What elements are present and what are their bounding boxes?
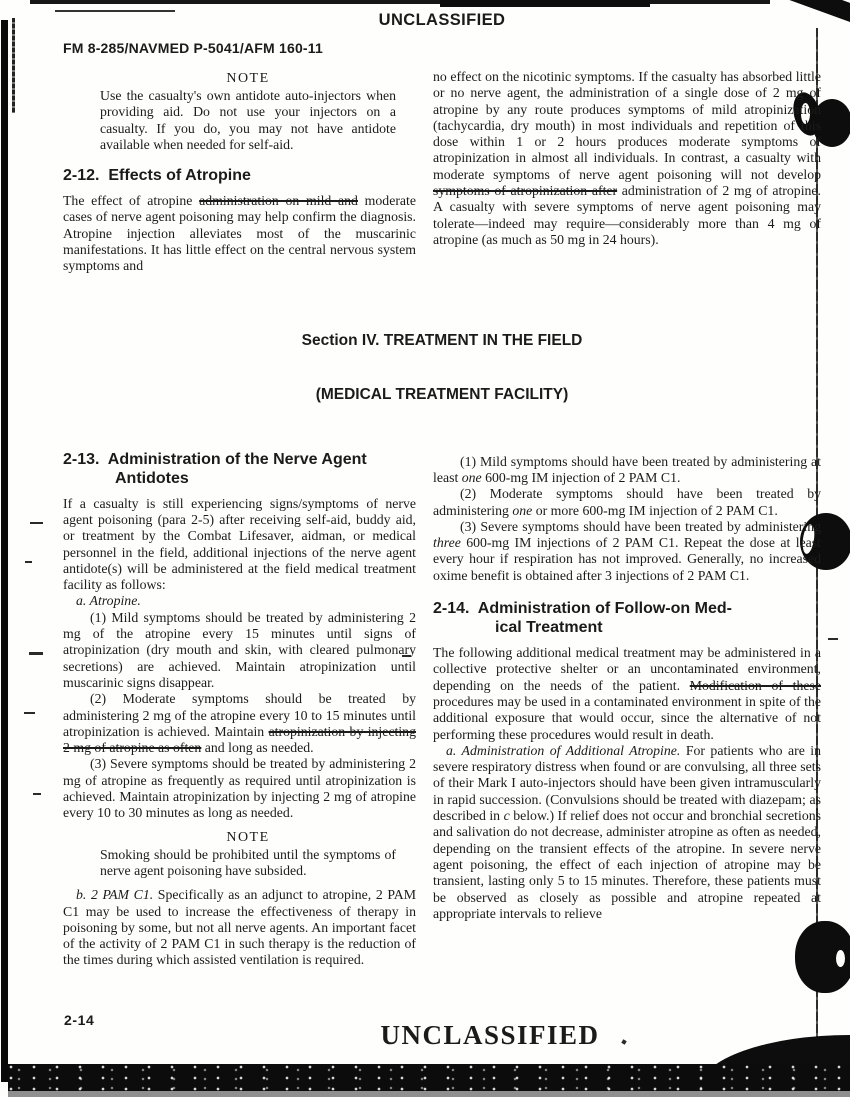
top-two-columns: [63, 69, 821, 275]
scan-band-bottom: [8, 1064, 850, 1091]
page-content: [63, 6, 821, 969]
para-2-13-1: (1) Mild symptoms should have been treated by administering at least one 600-mg IM injection of 2 PAM C1.: [433, 453, 821, 485]
note-label: NOTE: [226, 829, 270, 845]
para-2-13-a1: (1) Mild symptoms should be treated by administering 2 mg of the atropine every 15 minutes until signs of atropinization (dry mouth and skin, with cleared pulmonary secretions) are achieved. Maintain atropinization until muscarinic signs disappear.: [63, 609, 416, 690]
heading-2-13-line2: Antidotes: [115, 469, 189, 487]
stray-mark: [29, 652, 43, 655]
section-4-title-line1: Section IV. TREATMENT IN THE FIELD: [301, 331, 583, 349]
para-2-13-3: (3) Severe symptoms should have been treated by administering three 600-mg IM injections of 2 PAM C1. Repeat the dose at least every hour if respiration has not improved. Generally, no increased oxime benefit is obtained after 3 injections of 2 PAM C1.: [433, 518, 821, 583]
scan-bar-left: [1, 20, 8, 1082]
heading-2-12: 2-12. Effects of Atropine: [63, 167, 251, 185]
stray-mark: [24, 712, 35, 714]
scan-line-left-thin: [12, 18, 15, 113]
heading-2-14-line1: 2-14. Administration of Follow-on Med-: [433, 600, 732, 618]
column-right-top: [433, 69, 821, 275]
column-left-top: [63, 69, 416, 275]
column-left-main: [63, 444, 416, 969]
section-4-title-line2: (MEDICAL TREATMENT FACILITY): [315, 385, 569, 403]
para-2-13-2: (2) Moderate symptoms should have been treated by administering one or more 600-mg IM injection of 2 PAM C1.: [433, 486, 821, 518]
scan-edge-top: [30, 0, 770, 4]
note-body: Use the casualty's own antidote auto-injectors when providing aid. Do not use your injectors on a casualty. If you do, you may not have antidote available when needed for self-aid.: [100, 88, 396, 152]
stray-mark: [828, 638, 838, 640]
section-4-heading: [63, 296, 821, 440]
heading-2-14-line2: ical Treatment: [495, 619, 603, 637]
para-2-13-intro: If a casualty is still experiencing signs/symptoms of nerve agent poisoning (para 2-5) after receiving self-aid, buddy aid, or treatment by the Combat Lifesaver, aidman, or medical personnel in the field, additional injections of the nerve agent antidote(s) will be administered at the field medical treatment facility as follows:: [63, 495, 416, 593]
para-2-13-a: a. Atropine.: [76, 593, 141, 609]
classification-banner-bottom: UNCLASSIFIED: [380, 1020, 600, 1050]
page-number: 2-14: [64, 1012, 95, 1028]
para-2-12: The effect of atropine administration on mild and moderate cases of nerve agent poisoning may help confirm the diagnosis. Atropine injection alleviates most of the muscarinic manifestations. It has little effect on the central nervous system symptoms and: [63, 193, 417, 274]
para-2-13-a2: (2) Moderate symptoms should be treated by administering 2 mg of the atropine every 10 to 15 minutes until atropinization is achieved. Maintain atropinization by injecting 2 mg of atropine as often and long as needed.: [63, 691, 416, 756]
para-2-12-continued: no effect on the nicotinic symptoms. If the casualty has absorbed little or no nerve agent, the administration of a single dose of 2 mg of atropine by any route produces symptoms of mild atropinization (tachycardia, dry mouth) in most individuals and repetition of this dose within 1 or 2 hours produces moderate symptoms of atropinization in almost all individuals. In contrast, a casualty with moderate symptoms of nerve agent poisoning will not develop symptoms of atropinization after administration of 2 mg of atropine. A casualty with severe symptoms of nerve agent poisoning may tolerate—indeed may require—considerably more than 4 mg of atropine (as much as 50 mg in 24 hours).: [433, 69, 821, 247]
note-label: NOTE: [226, 71, 270, 86]
note-block-antidote: [100, 71, 396, 153]
heading-2-13: [63, 450, 416, 488]
para-2-13-a3: (3) Severe symptoms should be treated by administering 2 mg of atropine as frequently as required until atropinization is achieved. Maintain atropinization by injecting 2 mg of atropine every 10 to 30 minutes as long as needed.: [63, 756, 416, 821]
note-body: Smoking should be prohibited until the symptoms of nerve agent poisoning have subsided.: [100, 846, 396, 878]
binder-blob-highlight: [836, 950, 845, 967]
main-two-columns: [63, 444, 821, 969]
classification-banner-top: UNCLASSIFIED: [378, 11, 506, 29]
heading-2-13-line1: 2-13. Administration of the Nerve Agent: [63, 450, 367, 468]
para-2-14-intro: The following additional medical treatment may be administered in a collective protective shelter or an uncontaminated environment, depending on the needs of the patient. Modification of these procedures may be used in a contaminated environment in spite of the additional exposure that would occur, since the alternative of not performing these procedures would result in death.: [433, 645, 821, 742]
doc-number: FM 8-285/NAVMED P-5041/AFM 160-11: [63, 40, 323, 56]
stray-mark: [30, 522, 43, 524]
stray-mark: [33, 793, 41, 795]
scan-strip-gray: [8, 1091, 850, 1097]
note-block-smoking: [100, 830, 396, 880]
para-2-13-b: b. 2 PAM C1. Specifically as an adjunct to atropine, 2 PAM C1 may be used to increase the effectiveness of therapy in poisoning by some, but not all nerve agents. An important facet of the activity of 2 PAM C1 in such therapy is the reduction of the times during which assisted ventilation is required.: [63, 887, 417, 968]
para-2-14-a: a. Administration of Additional Atropine. For patients who are in severe respiratory distress when found or are convulsing, all three sets of their Mark I auto-injectors should have been given intramuscularly in rapid succession. (Convulsions should be treated with diazepam; as described in c below.) If relief does not occur and bronchial secretions and salivation do not decrease, administer atropine as often as needed, depending on the transient effects of the atropine. In severe nerve agent poisoning, the effect of each injection of atropine may be transient, lasting only 5 to 15 minutes. Therefore, these patients must be observed as closely as possible and atropine repeated at appropriate intervals to relieve: [433, 742, 821, 921]
stray-mark: [25, 561, 32, 563]
heading-2-14: [433, 599, 821, 637]
column-right-main: [433, 444, 821, 969]
